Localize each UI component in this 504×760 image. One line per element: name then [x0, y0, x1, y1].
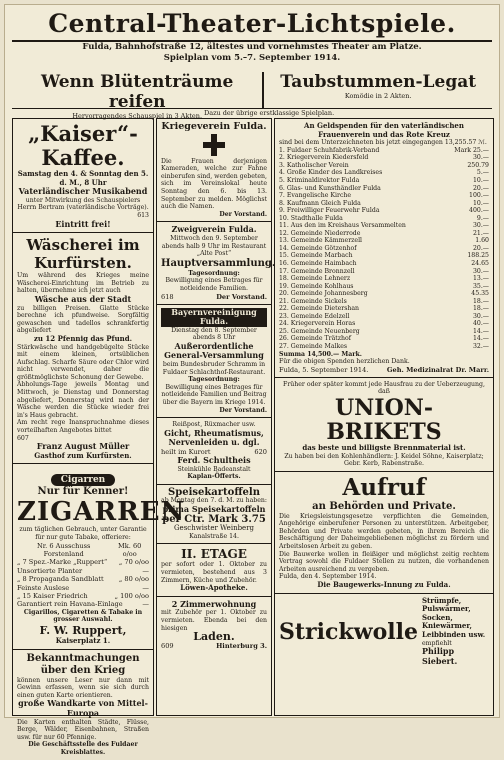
donation-amount: 30.—	[472, 267, 489, 275]
ad-zweig-sigline	[161, 293, 267, 301]
donation-amount: 400.—	[469, 207, 489, 215]
ad-cig-name: F. W. Ruppert,	[39, 624, 127, 638]
donation-donor: 17. Gemeinde Bronnzell	[279, 267, 355, 275]
ad-speise-price: per Ctr. Mark 3.75	[162, 513, 266, 525]
cig-price-item: Nr. 6 Ausschuss Forstenland	[36, 541, 91, 558]
ad-speise-big: Speisekartoffeln	[168, 486, 260, 498]
ad-wasch-text2: zu billigen Preisen. Glatte Stücke berechne ich pfundweise. Sorgfältig gewaschen und tadellos schrankfertig abgeliefert	[17, 304, 149, 335]
ad-union-top: Früher oder später kommt jede Hausfrau zu der Ueberzeugung, daß	[283, 380, 485, 396]
ad-bek-title: Bekanntmachungen über den Krieg	[26, 652, 140, 676]
donation-donor: 20. Gemeinde Johannesberg	[279, 290, 368, 298]
ad-bek-big: große Wandkarte von Mittel-Europa	[18, 698, 148, 718]
ad-strickwolle	[275, 594, 493, 670]
ad-kaiser-desc: unter Mitwirkung des Schauspielers Herrn Bertram (vaterländische Vorträge).	[17, 196, 149, 212]
ad-speise-big2: prima Speisekartoffeln	[162, 503, 266, 514]
ad-aufruf	[275, 472, 493, 594]
ad-aufruf-text: Die Kriegsleistungsgesetze verpflichten die Gemeinden, Angehörige einberufener Personen zu unterstützen. Arbeitgeber, Behörden und Private werden gebeten, in ihrem Bereich die Beschäftigung der Daheimgebliebenen möglichst zu fördern und Arbeitslosen Arbeit zu geben.	[279, 512, 489, 551]
ad-bayern-big: Außerordentliche General-Versammlung	[164, 340, 264, 361]
donation-amount: 30.—	[472, 312, 489, 320]
ad-kriegerverein	[157, 119, 271, 222]
ad-union-text: Zu haben bei den Kohlenhändlern: J. Keidel Söhne, Kaiserplatz; Gebr. Kerb, Rabenstraße.	[284, 452, 484, 468]
ad-kaiser-date: Samstag den 4. & Sonntag den 5. d. M., 8 Uhr	[17, 169, 149, 187]
donation-row	[279, 320, 489, 328]
ad-zim-title: 2 Zimmerwohnung	[171, 598, 257, 609]
cig-price-row	[17, 542, 149, 559]
ad-strick-name: Philipp Siebert.	[421, 646, 458, 666]
ad-zweig-sig: Der Vorstand.	[216, 292, 267, 301]
ad-zim-big: Laden.	[193, 630, 235, 644]
donation-donor: 10. Stadthalle Fulda	[279, 214, 343, 222]
ad-zweig-text2: Bewilligung eines Betrages für notleidende Familien.	[165, 277, 263, 292]
ad-aufruf-sig: Die Baugewerks-Innung zu Fulda.	[317, 580, 451, 590]
ad-zim-num: 609	[161, 641, 174, 650]
ad-speise-text: ab Montag den 7. d. M. zu haben:	[161, 497, 267, 505]
ad-union-brikets	[275, 378, 493, 472]
cig-price-item: „ 15 Kaiser Friedrich	[17, 592, 88, 601]
donation-list	[279, 147, 489, 351]
donation-amount: 30.—	[472, 222, 489, 230]
donation-donor: 9. Freiwilliger Feuerwehr Fulda	[279, 207, 380, 215]
film-left-title: Wenn Blütenträume reifen	[41, 72, 234, 112]
ad-zweig-sub: Tagesordnung:	[188, 269, 240, 277]
masthead-address: Fulda, Bahnhofstraße 12, ältestes und vornehmstes Theater am Platze.	[82, 42, 422, 52]
ad-kaiser-event: Vaterländischer Musikabend	[18, 186, 148, 197]
cig-price-value: „ 100 o/oo	[114, 592, 149, 601]
ad-wasch-price: zu 12 Pfennig das Pfund.	[33, 333, 133, 343]
cig-price-item: „ 8 Propaganda Sandblatt	[17, 575, 104, 584]
donation-amount: 21.—	[472, 229, 489, 237]
donation-row	[279, 162, 489, 170]
ad-union-sub: das beste und billigste Brennmaterial ist.	[302, 442, 466, 452]
ad-aufruf-sub: an Behörden und Private.	[312, 500, 456, 512]
donation-row	[279, 313, 489, 321]
ad-kaiser-kaffee	[13, 119, 153, 233]
cig-price-row	[17, 558, 149, 566]
donation-row	[279, 147, 489, 155]
donation-donor: 2. Kriegerverein Kiedersfeld	[279, 154, 369, 162]
ad-cig-head: Nur für Kenner!	[37, 486, 129, 498]
masthead-title: Central-Theater-Lichtspiele.	[12, 8, 492, 42]
donation-amount: 32.—	[472, 343, 489, 350]
cig-price-row	[17, 592, 149, 600]
donation-amount: 10.—	[472, 176, 489, 184]
donation-row	[279, 177, 489, 185]
ad-cig-price-list	[17, 542, 149, 609]
donation-row	[279, 200, 489, 208]
cig-price-value: —	[142, 566, 149, 575]
donation-row	[279, 230, 489, 238]
donation-donor: 27. Gemeinde Malkes	[279, 343, 348, 350]
ad-wasch-text1: Um während des Krieges meine Wäscherei-Einrichtung im Betrieb zu halten, übernehme ich jetzt auch	[17, 272, 149, 295]
cig-price-item: Garantiert rein Havana-Einlage	[17, 600, 123, 609]
ad-wasch-num: 607	[17, 434, 29, 442]
ad-zimmerwohnung	[157, 597, 271, 653]
ad-geldspenden	[275, 119, 493, 378]
ad-zim-place: Hinterburg 3.	[216, 641, 267, 650]
donation-amount: 20.—	[472, 184, 489, 192]
ad-wasch-place: Gasthof zum Kurfürsten.	[34, 450, 132, 460]
cig-price-item: Unsortierte Planter	[17, 566, 83, 575]
film-note: Dazu der übrige erstklassige Spielplan.	[204, 109, 335, 117]
ad-bek-footer: Die Geschäftsstelle des Fuldaer Kreisblattes.	[28, 741, 138, 756]
donation-donor: 6. Glas- und Kunsthändler Fulda	[279, 184, 381, 192]
donation-row	[279, 154, 489, 162]
ad-union-big: UNION-BRIKETS	[326, 394, 442, 445]
donation-row	[279, 192, 489, 200]
ad-aufruf-big: Aufruf	[342, 473, 426, 501]
ad-cig-tag: Cigarren	[51, 474, 115, 486]
donation-donor: 11. Aus den im Kreishaus Versammelten	[279, 222, 406, 230]
donation-row	[279, 268, 489, 276]
donation-donor: 24. Kriegerverein Horas	[279, 320, 356, 328]
donation-amount: 250.79	[467, 161, 489, 169]
ad-gicht-text3: Steinkühle Badeanstalt	[177, 465, 251, 473]
donation-amount: 24.65	[471, 259, 489, 267]
ad-waescherei	[13, 233, 153, 464]
donation-donor: 15. Gemeinde Marbach	[279, 252, 353, 260]
donation-amount: 14.—	[472, 327, 489, 335]
donation-row	[279, 328, 489, 336]
ad-aufruf-text2: Die Bauwerke wollen in fleißiger und möglichst zeitig rechtem Vertrag sowohl die Fuldaer Stellen zu nutzen, die vorhandenen Arbeiten ausreichend zu vergeben.	[279, 550, 489, 573]
cig-price-row	[17, 575, 149, 583]
donation-donor: 26. Gemeinde Trätzhof	[279, 335, 352, 343]
cig-price-row	[17, 567, 149, 575]
donation-donor: 18. Gemeinde Lehnerz	[279, 275, 351, 283]
donation-donor: 8. Kaufmann Gleich Fulda	[279, 199, 361, 207]
ad-krieg-text: Die Frauen derjenigen Kameraden, welche zur Fahne einberufen sind, werden gebeten, sich im Vereinslokal heute Sonntag den 6. bis 13. September zu melden. Möglichst auch die Namen.	[161, 157, 267, 211]
ad-etage-name: Löwen-Apotheke.	[180, 583, 248, 593]
donation-amount: Mark 25.—	[454, 146, 489, 154]
donation-amount: 5.—	[476, 169, 489, 177]
donation-donor: 19. Gemeinde Kohlhaus	[279, 282, 354, 290]
donation-amount: 18.—	[472, 297, 489, 305]
donation-amount: 100.—	[469, 192, 489, 200]
ad-list-date: Fulda, 5. September 1914.	[279, 365, 369, 374]
ad-bayern-text2: beim Bundesbruder Schramm in Fuldaer Schlachthof-Restaurant.	[162, 361, 266, 376]
donation-amount: 14.—	[472, 335, 489, 343]
donation-amount: 30.—	[472, 154, 489, 162]
ad-bayernvereinigung	[157, 305, 271, 419]
ad-wasch-title: Wäscherei im Kurfürsten.	[26, 236, 140, 273]
ad-cig-line: Cigarillos, Cigaretten & Tabake in grosser Auswahl.	[23, 608, 143, 624]
ad-speise-place: Kanalstraße 14.	[189, 532, 239, 540]
ad-list-intro: sind bei dem Unterzeichneten bis jetzt eingegangen 13,255.57 ℳ.	[279, 139, 487, 147]
ad-zweigverein	[157, 222, 276, 304]
film-right-title: Taubstummen-Legat	[280, 72, 477, 92]
ad-list-sigline	[279, 366, 489, 374]
ad-gicht-num: 620	[254, 448, 267, 456]
donation-row	[279, 260, 489, 268]
ad-etage-text: per sofort oder 1. Oktober zu vermieten, bestehend aus 3 Zimmern, Küche und Zubehör.	[161, 561, 267, 584]
donation-amount: 35.—	[472, 282, 489, 290]
ad-cig-big: ZIGARREN	[17, 497, 186, 528]
ad-bayern-text: Dienstag den 8. September abends 8 Uhr	[171, 326, 257, 342]
donation-row	[279, 305, 489, 313]
ad-list-name: Geh. Medizinalrat Dr. Marr.	[386, 365, 489, 374]
ad-bayern-text3: Bewilligung eines Betrages für notleidende Familien und Beitrag über die Bayern im Kriege 1914.	[161, 383, 267, 407]
donation-row	[279, 252, 489, 260]
cig-price-value: Mk. 60 o/oo	[118, 541, 142, 558]
donation-amount: 40.—	[472, 320, 489, 328]
ad-bek-text2: Die Karten enthalten Städte, Flüsse, Berge, Wälder, Eisenbahnen, Straßen usw. für nur 60 Pfennige.	[17, 718, 149, 741]
ad-speisekartoffeln	[157, 485, 271, 545]
donation-donor: 4. Große Kinder des Landkreises	[279, 169, 383, 177]
donation-row	[279, 169, 489, 177]
masthead-spielplan: Spielplan vom 5.–7. September 1914.	[163, 53, 341, 63]
ad-cig-text: zum täglichen Gebrauch, unter Garantie für nur gute Tabake, offeriere:	[19, 526, 147, 541]
donation-donor: 7. Evangelische Kirche	[279, 192, 352, 200]
donation-donor: 21. Gemeinde Sickels	[279, 297, 347, 305]
film-left	[12, 72, 264, 120]
donation-row	[279, 215, 489, 223]
ad-bek-text: können unsere Leser nur dann mit Gewinn erfassen, wenn sie sich durch einen guten Karte orientieren.	[17, 676, 149, 699]
donation-donor: 13. Gemeinde Kämmerzell	[279, 237, 363, 245]
donation-row	[279, 237, 489, 245]
ad-gicht-text: Reißpost, Rüxmacher usw.	[172, 421, 256, 429]
ad-wasch-text3: Stärkwäsche und handgebügelte Stücke mit einem kleinen, ortsüblichen Aufschlag. Scharfe Säure oder Chlor wird nicht verwendet, daher die größtmöglichste Schonung der Gewebe.	[17, 343, 149, 381]
donation-row	[279, 245, 489, 253]
donation-row	[279, 207, 489, 215]
donation-amount: 1.60	[475, 237, 489, 245]
newspaper-page	[4, 4, 500, 756]
ad-zweig-num: 618	[161, 292, 174, 301]
iron-cross-icon	[203, 134, 225, 156]
ad-wasch-big: Wäsche aus der Stadt	[34, 293, 132, 304]
ad-kaiser-title: „Kaiser“- Kaffee.	[28, 121, 138, 170]
donation-row	[279, 283, 489, 291]
ad-list-total: Summa 14,500.— Mark.	[279, 350, 362, 358]
donation-amount: 9.—	[476, 214, 489, 222]
donation-row	[279, 275, 489, 283]
column-right	[274, 118, 494, 716]
ad-zweig-text: Mittwoch den 9. September abends halb 9 Uhr im Restaurant „Alte Post“	[161, 234, 267, 258]
column-middle	[156, 118, 276, 716]
ad-strick-items: Strümpfe, Pulswärmer, Socken, Kniewärmer, Leibbinden usw.	[421, 595, 486, 640]
donation-row	[279, 185, 489, 193]
donation-amount: 10.—	[472, 199, 489, 207]
ad-cig-street: Kaiserplatz 1.	[55, 636, 111, 646]
ad-bayern-title: Bayernvereinigung Fulda.	[161, 308, 267, 327]
ad-gicht	[157, 418, 271, 485]
cig-price-item: „ 7 Spez.-Marke „Ruppert“	[17, 558, 108, 567]
cig-price-value: —	[142, 583, 149, 592]
ad-gicht-price: Kaplan-Öfferts.	[187, 473, 241, 481]
cig-price-value: „ 70 o/oo	[118, 558, 149, 567]
ad-krieg-sig: Der Vorstand.	[219, 210, 267, 218]
ad-list-thanks: Für die obigen Spenden herzlichen Dank.	[279, 358, 410, 366]
ad-bekanntmachungen	[13, 650, 153, 760]
donation-donor: 23. Gemeinde Edelzell	[279, 312, 350, 320]
donation-amount: 13.—	[472, 275, 489, 283]
donation-donor: 1. Fuldaer Schuhfabrik-Verband	[279, 146, 380, 154]
film-right-sub: Komödie in 2 Akten.	[344, 92, 412, 100]
film-right	[264, 72, 492, 108]
ad-strick-sub: empfiehlt	[421, 639, 452, 647]
ad-strick-big: Strickwolle	[279, 618, 418, 645]
masthead	[12, 8, 492, 64]
donation-row	[279, 290, 489, 298]
donation-donor: 12. Gemeinde Niederrode	[279, 229, 361, 237]
donation-donor: 16. Gemeinde Haimbach	[279, 259, 357, 267]
ad-zweig-title: Zweigverein Fulda.	[171, 224, 257, 235]
ad-zim-text: mit Zubehör per 1. Oktober zu vermieten. Ebenda bei den hiesigen	[161, 609, 267, 632]
donation-donor: 3. Katholischer Verein	[279, 161, 349, 169]
donation-amount: 18.—	[472, 305, 489, 313]
ad-wasch-name: Franz August Müller	[36, 441, 130, 452]
ad-etage	[157, 544, 271, 596]
cig-price-value: „ 80 o/oo	[118, 575, 149, 584]
ad-kaiser-free: Eintritt frei!	[55, 218, 111, 229]
ad-kaiser-num: 613	[137, 211, 149, 219]
donation-donor: 25. Gemeinde Neuenberg	[279, 327, 360, 335]
ad-list-title: An Geldspenden für den vaterländischen Frauenverein und das Rote Kreuz	[304, 121, 464, 139]
cig-price-item: Feinste Auslese	[17, 583, 70, 592]
donation-row	[279, 343, 489, 351]
cig-price-value: —	[142, 600, 149, 609]
ad-zweig-big: Hauptversammlung.	[161, 257, 276, 269]
donation-amount: 20.—	[472, 244, 489, 252]
ad-etage-title: II. ETAGE	[181, 547, 247, 562]
ad-bayern-sig: Der Vorstand.	[219, 406, 267, 414]
donation-donor: 22. Gemeinde Dietershan	[279, 305, 360, 313]
film-left-sub: Hervorragendes Schauspiel in 3 Akten.	[72, 112, 203, 120]
ad-bayern-sub: Tagesordnung:	[188, 376, 240, 384]
ad-wasch-text4: Abholungs-Tage jeweils Montag und Mittwoch, je Dienstag und Donnerstag abgeliefert, Donnerstag wird nach der Wäsche werden die Stücke wieder frei in's Haus gebracht.	[17, 381, 149, 419]
cig-price-row	[17, 600, 149, 608]
ad-aufruf-date: Fulda, den 4. September 1914.	[279, 573, 377, 581]
donation-row	[279, 335, 489, 343]
donation-donor: 14. Gemeinde Götzenhof	[279, 244, 357, 252]
ad-krieg-title: Kriegeverein Fulda.	[161, 121, 267, 132]
donation-row	[279, 298, 489, 306]
ad-gicht-text2: heilt im Kurort	[161, 448, 211, 456]
donation-row	[279, 222, 489, 230]
donation-amount: 188.25	[467, 252, 489, 260]
cig-price-row	[17, 584, 149, 592]
donation-donor: 5. Kriminaldirektor Fulda	[279, 176, 360, 184]
ad-gicht-big: Gicht, Rheumatismus, Nervenleiden u. dgl.	[164, 427, 264, 448]
ad-wasch-text5: Am recht rege Inanspruchnahme dieses vorteilhaften Angebotes bittet	[17, 419, 149, 435]
donation-amount: 45.35	[471, 290, 489, 298]
ad-speise-name: Geschwister Weinberg	[173, 524, 255, 533]
ad-gicht-name: Ferd. Schultheis	[177, 455, 251, 465]
